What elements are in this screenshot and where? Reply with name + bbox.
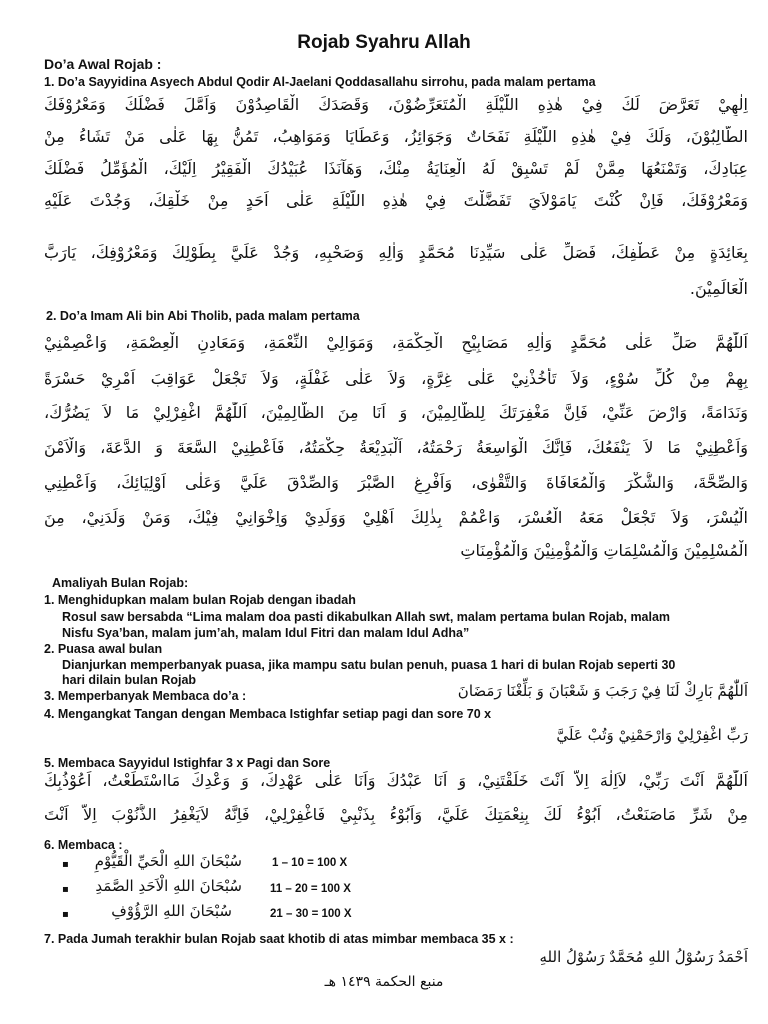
doa-2-arabic-line: اَللّٰهُمَّ صَلِّ عَلٰى مُحَمَّدٍ وَاٰلِهِ مَصَابِيْحِ الْحِكْمَةِ، وَمَوَالِيْ النِّعْمَةِ، وَمَعَادِنِ الْعِصْمَةِ، وَاعْصِمْنِيْ <box>44 333 748 352</box>
doa-1-arabic-line: عِبَادِكَ، وَتَمْنَعُهَا مِمَّنْ لَمْ تَسْبِقْ لَهُ الْعِنَايَةُ مِنْكَ، وَهَآنَذَا عُبَيْدُكَ الْفَقِيْرُ اِلَيْكَ، الْمُؤَمِّلُ فَضْلَكَ <box>44 159 748 178</box>
istighfar-arabic-line: اَللّٰهُمَّ اَنْتَ رَبِّيْ، لاَاِلٰهَ اِلاَّ اَنْتَ خَلَقْتَنِيْ، وَ اَنَا عَبْدُكَ وَاَنَا عَلٰى عَهْدِكَ، وَ وَعْدِكَ مَااسْتَطَعْتُ، اَعُوْذُبِكَ <box>44 771 748 790</box>
doa-1-arabic-line: الْعَالَمِيْنَ. <box>689 279 748 298</box>
doa-2-arabic-line: الْيُسْرَ، وَلاَ تَجْعَلْ مَعَهُ الْعُسْرَ، وَاعْمُمْ بِذٰلِكَ اَهْلِيْ وَوَلَدِيْ وَاِخْوَانِيْ فِيْكَ، وَمَنْ وَلَدَنِيْ، مِنَ <box>44 508 748 527</box>
amaliyah-item-4-title: 4. Mengangkat Tangan dengan Membaca Istighfar setiap pagi dan sore 70 x <box>44 707 492 721</box>
amaliyah-item-7-title: 7. Pada Jumah terakhir bulan Rojab saat khotib di atas mimbar membaca 35 x : <box>44 932 514 946</box>
tasbih-arabic: سُبْحَانَ اللهِ الرَّؤُوْفِ <box>111 902 232 920</box>
tasbih-count: 11 – 20 = 100 X <box>270 883 351 895</box>
doa-item-2-label: 2. Do’a Imam Ali bin Abi Tholib, pada malam pertama <box>46 309 360 323</box>
bullet-icon: ▪ <box>62 859 69 870</box>
doa-2-arabic-line: بِهِمْ مِنْ كُلِّ سُوْءٍ، وَلاَ تَأْخُذْنِيْ عَلٰى غِرَّةٍ، وَلاَ عَلٰى غَفْلَةٍ، وَلاَ تَجْعَلْ عَوَاقِبَ اَمْرِيْ حَسْرَةً <box>44 369 748 388</box>
doa-2-arabic-line: وَنَدَامَةً، وَارْضَ عَنِّيْ، فَاِنَّ مَغْفِرَتَكَ لِلظَّالِمِيْنَ، وَ اَنَا مِنَ الظَّالِمِيْنَ، اَللّٰهُمَّ اغْفِرْلِيْ مَا لاَ يَضُرُّكَ، <box>44 403 748 422</box>
istighfar-arabic-line: مِنْ شَرِّ مَاصَنَعْتُ، اَبُوْءُ لَكَ بِنِعْمَتِكَ عَلَيَّ، وَاَبُوْءُ بِذَنْبِيْ فَاغْفِرْلِيْ، فَاِنَّهُ لاَيَغْفِرُ الذُّنُوْبَ اِلاَّ اَنْتَ <box>44 805 748 824</box>
section-heading-doa-awal: Do’a Awal Rojab : <box>44 56 162 72</box>
doa-2-arabic-line: وَالصِّحَّةَ، وَالشُّكْرَ وَالْمُعَافَاةَ وَالتَّقْوٰى، وَاَفْرِغِ الصَّبْرَ وَالصِّدْقَ عَلَيَّ وَعَلٰى اَوْلِيَائِكَ، وَاَعْطِنِي <box>44 473 748 492</box>
doa-item-1-label: 1. Do’a Sayyidina Asyech Abdul Qodir Al-Jaelani Qoddasallahu sirrohu, pada malam pertama <box>44 75 596 89</box>
amaliyah-item-2-text: Dianjurkan memperbanyak puasa, jika mampu satu bulan penuh, puasa 1 hari di bulan Rojab seperti 30 <box>62 658 676 672</box>
doa-1-arabic-line: بِعَائِدَةٍ مِنْ عَطْفِكَ، فَصَلِّ عَلٰى سَيِّدِنَا مُحَمَّدٍ وَاٰلِهِ وَصَحْبِهِ، وَجُدْ عَلَيَّ بِطَوْلِكَ وَمَعْرُوْفِكَ، يَارَبَّ <box>44 243 748 262</box>
amaliyah-item-7-arabic: اَحْمَدُ رَسُوْلُ اللهِ مُحَمَّدٌ رَسُوْلُ اللهِ <box>539 948 748 966</box>
doa-1-arabic-line: وَمَعْرُوْفَكَ، فَاِنْ كُنْتَ يَامَوْلاَيَ تَفَضَّلْتَ فِيْ هٰذِهِ اللَّيْلَةِ عَلٰى اَحَدٍ مِنْ خَلْقِكَ، وَجُدْتَ عَلَيْهِ <box>44 191 748 210</box>
amaliyah-item-1-text: Nisfu Sya’ban, malam jum’ah, malam Idul Fitri dan malam Idul Adha” <box>62 626 470 640</box>
amaliyah-item-4-arabic: رَبِّ اغْفِرْلِيْ وَارْحَمْنِيْ وَتُبْ عَلَيَّ <box>556 726 748 744</box>
amaliyah-item-6-title: 6. Membaca : <box>44 838 123 852</box>
tasbih-arabic: سُبْحَانَ اللهِ الْاَحَدِ الصَّمَدِ <box>95 877 242 895</box>
page-title: Rojab Syahru Allah <box>297 32 471 53</box>
doa-1-arabic-line: الطَّالِبُوْنَ، وَلَكَ فِيْ هٰذِهِ اللَّيْلَةِ نَفَحَاتٌ وَجَوَائِزُ، وَعَطَايَا وَمَوَاهِبُ، تَمُنُّ بِهَا عَلٰى مَنْ تَشَاءُ مِنْ <box>44 127 748 146</box>
doa-2-arabic-line: وَاَعْطِنِيْ مَا لاَ يَنْفَعُكَ، فَاِنَّكَ الْوَاسِعَةُ رَحْمَتُهُ، اَلْبَدِيْعَةُ حِكْمَتُهُ، فَاَعْطِنِيْ السَّعَةَ وَ الدَّعَةَ، وَالْاَمْنَ <box>44 438 748 457</box>
amaliyah-item-1-text: Rosul saw bersabda “Lima malam doa pasti dikabulkan Allah swt, malam pertama bulan Rojab, malam <box>62 610 671 624</box>
doa-1-arabic-line: اِلٰهِيْ تَعَرَّضَ لَكَ فِيْ هٰذِهِ اللَّيْلَةِ الْمُتَعَرِّضُوْنَ، وَقَصَدَكَ الْقَاصِدُوْنَ وَاَمَّلَ فَضْلَكَ وَمَعْرُوْفَكَ <box>44 95 748 114</box>
tasbih-arabic: سُبْحَانَ اللهِ الْحَيِّ الْقَيُّوْمِ <box>94 852 242 870</box>
tasbih-count: 21 – 30 = 100 X <box>270 908 352 920</box>
footer-signature: منبع الحكمة ١٤٣٩ هـ <box>324 974 444 990</box>
amaliyah-item-5-title: 5. Membaca Sayyidul Istighfar 3 x Pagi dan Sore <box>44 756 331 770</box>
bullet-icon: ▪ <box>62 884 69 895</box>
amaliyah-item-2-text: hari dilain bulan Rojab <box>62 673 197 687</box>
amaliyah-item-3-title: 3. Memperbanyak Membaca do’a : <box>44 689 247 703</box>
tasbih-count: 1 – 10 = 100 X <box>272 857 348 869</box>
amaliyah-item-3-arabic: اَللّٰهُمَّ بَارِكْ لَنَا فِيْ رَجَبَ وَ شَعْبَانَ وَ بَلِّغْنَا رَمَضَانَ <box>457 682 748 700</box>
bullet-icon: ▪ <box>62 909 69 920</box>
section-heading-amaliyah: Amaliyah Bulan Rojab: <box>52 576 189 590</box>
doa-2-arabic-line: الْمُسْلِمِيْنَ وَالْمُسْلِمَاتِ وَالْمُؤْمِنِيْنَ وَالْمُؤْمِنَاتِ <box>460 541 748 560</box>
amaliyah-item-2-title: 2. Puasa awal bulan <box>44 642 163 656</box>
amaliyah-item-1-title: 1. Menghidupkan malam bulan Rojab dengan ibadah <box>44 593 356 607</box>
